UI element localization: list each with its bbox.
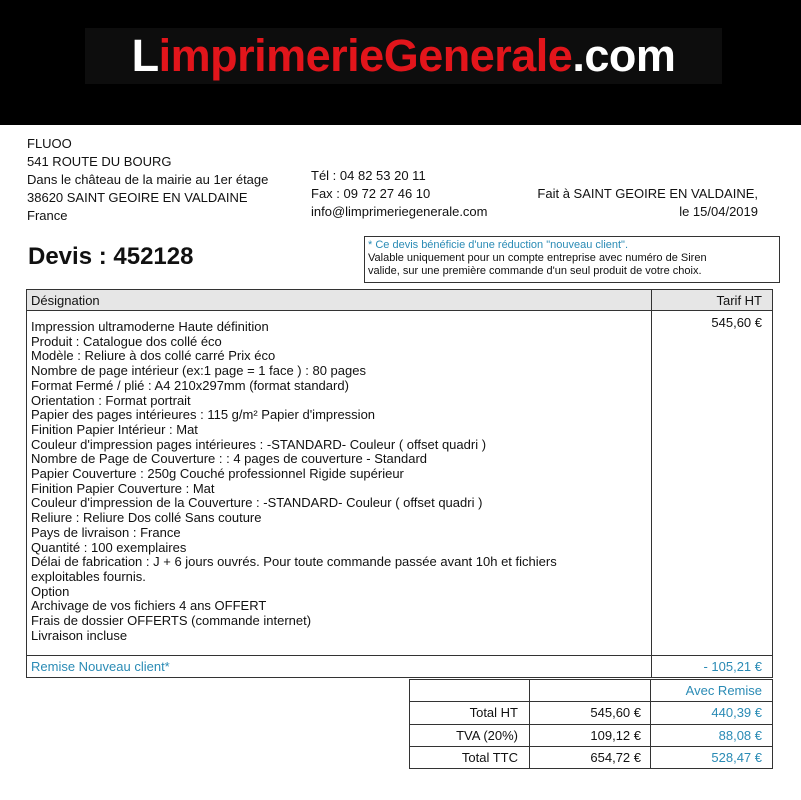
- designation-line: Finition Papier Intérieur : Mat: [31, 421, 198, 437]
- client-name: FLUOO: [27, 136, 72, 151]
- designation-line: Papier Couverture : 250g Couché professionnel Rigide supérieur: [31, 466, 404, 482]
- discount-note: [364, 236, 780, 283]
- designation-line: Archivage de vos fichiers 4 ans OFFERT: [31, 598, 267, 614]
- designation-line: Impression ultramoderne Haute définition: [31, 319, 269, 334]
- total-ht-value: 545,60 €: [590, 705, 641, 720]
- contact-fax: Fax : 09 72 27 46 10: [311, 186, 431, 201]
- designation-line: Quantité : 100 exemplaires: [31, 539, 187, 555]
- designation-line: Option: [31, 583, 70, 599]
- contact-email[interactable]: info@limprimeriegenerale.com: [311, 204, 488, 219]
- totals-row-divider: [410, 701, 772, 702]
- designation-line: Finition Papier Couverture : Mat: [31, 480, 215, 496]
- quote-table: [26, 289, 773, 678]
- totals-table: [409, 679, 773, 769]
- designation-line: Reliure : Reliure Dos collé Sans couture: [31, 510, 262, 526]
- designation-line: Pays de livraison : France: [31, 524, 181, 540]
- total-ht-remise: 440,39 €: [711, 705, 762, 720]
- total-ttc-label: Total TTC: [461, 750, 518, 765]
- designation-line: Format Fermé / plié : A4 210x297mm (format standard): [31, 377, 349, 393]
- row-divider: [27, 655, 772, 656]
- item-price: 545,60 €: [711, 315, 762, 330]
- remise-label: Remise Nouveau client*: [31, 659, 170, 674]
- designation-line: Papier des pages intérieures : 115 g/m² Papier d'impression: [31, 407, 376, 423]
- company-contact: [311, 167, 487, 221]
- col-designation: Désignation: [31, 293, 100, 308]
- tva-remise: 88,08 €: [718, 728, 762, 743]
- designation-line: Couleur d'impression de la Couverture : -STANDARD- Couleur ( offset quadri ): [31, 495, 483, 511]
- designation-line: Livraison incluse: [31, 627, 128, 643]
- remise-value: - 105,21 €: [703, 659, 762, 674]
- avec-remise-header: Avec Remise: [685, 683, 762, 698]
- header-banner: [0, 0, 801, 125]
- date-text: le 15/04/2019: [679, 204, 758, 219]
- designation-line: Nombre de Page de Couverture : : 4 pages de couverture - Standard: [31, 451, 428, 467]
- client-address: [27, 135, 268, 225]
- designation-line: Couleur d'impression pages intérieures : -STANDARD- Couleur ( offset quadri ): [31, 436, 487, 452]
- column-divider: [651, 290, 652, 677]
- client-address-line2: Dans le château de la mairie au 1er étage: [27, 172, 269, 187]
- tva-value: 109,12 €: [590, 728, 641, 743]
- place-text: Fait à SAINT GEOIRE EN VALDAINE,: [537, 186, 758, 201]
- place-date: [537, 185, 758, 221]
- designation-line: Produit : Catalogue dos collé éco: [31, 333, 222, 349]
- designation-line: Frais de dossier OFFERTS (commande internet): [31, 613, 312, 629]
- col-tarif: Tarif HT: [716, 293, 762, 308]
- designation-line: Nombre de page intérieur (ex:1 page = 1 face ) : 80 pages: [31, 363, 366, 379]
- designation-lines: [31, 320, 641, 643]
- totals-row-divider: [410, 746, 772, 747]
- quote-title: Devis : 452128: [28, 243, 194, 270]
- total-ht-label: Total HT: [469, 705, 518, 720]
- client-city: 38620 SAINT GEOIRE EN VALDAINE: [27, 190, 248, 205]
- client-country: France: [27, 208, 68, 223]
- brand-logo[interactable]: LimprimerieGenerale.com: [85, 28, 722, 84]
- tva-label: TVA (20%): [456, 728, 518, 743]
- note-line-1: * Ce devis bénéficie d'une réduction "nouveau client".: [368, 239, 629, 251]
- table-header: [27, 290, 772, 311]
- note-line-3: valide, sur une première commande d'un seul produit de votre choix.: [368, 265, 702, 277]
- note-line-2: Valable uniquement pour un compte entreprise avec numéro de Siren: [368, 252, 707, 264]
- designation-line: Délai de fabrication : J + 6 jours ouvrés. Pour toute commande passée avant 10h et fichiers: [31, 554, 557, 570]
- totals-row-divider: [410, 724, 772, 725]
- total-ttc-remise: 528,47 €: [711, 750, 762, 765]
- designation-line: Orientation : Format portrait: [31, 392, 191, 408]
- designation-line: Modèle : Reliure à dos collé carré Prix éco: [31, 348, 276, 364]
- contact-phone: Tél : 04 82 53 20 11: [311, 168, 426, 183]
- client-address-line1: 541 ROUTE DU BOURG: [27, 154, 172, 169]
- total-ttc-value: 654,72 €: [590, 750, 641, 765]
- designation-line: exploitables fournis.: [31, 568, 146, 584]
